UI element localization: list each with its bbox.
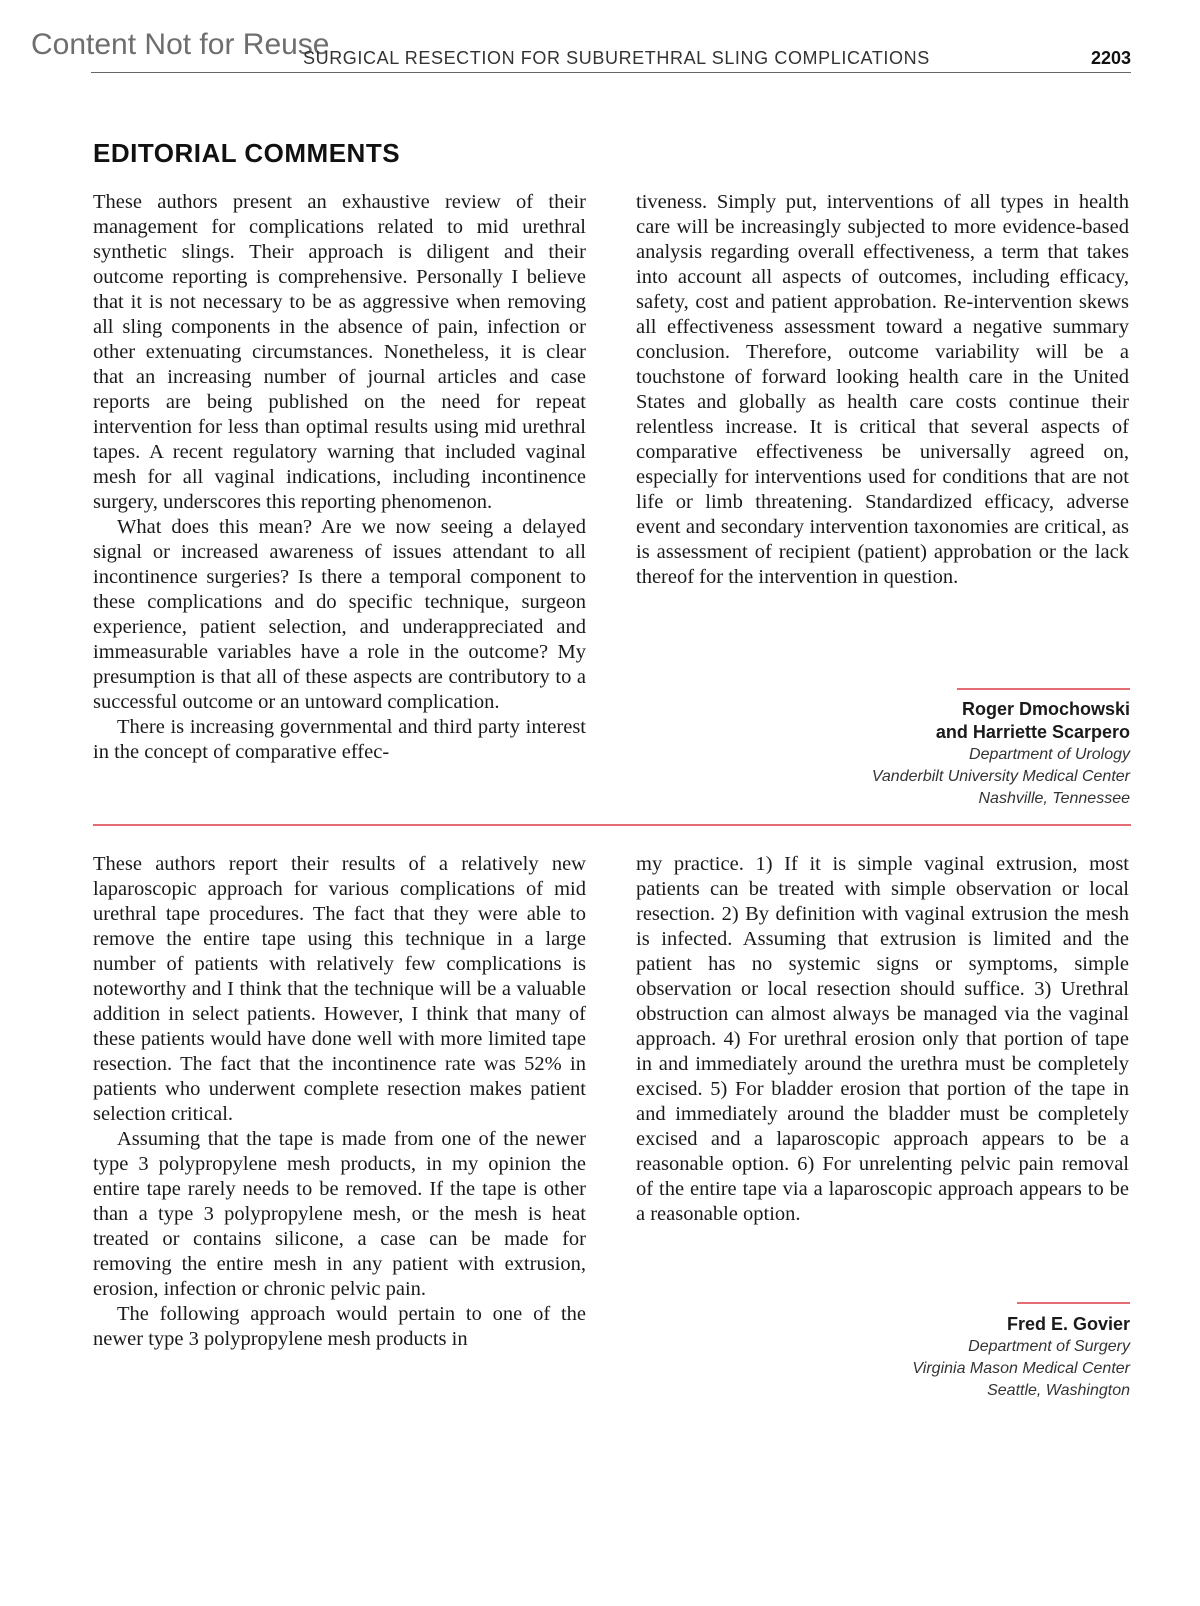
author-institution: Vanderbilt University Medical Center	[871, 768, 1130, 785]
running-title: SURGICAL RESECTION FOR SUBURETHRAL SLING COMPLICATIONS	[303, 48, 930, 68]
comment1-column-left	[93, 190, 586, 765]
signature-rule	[957, 688, 1130, 690]
comment1-paragraph: What does this mean? Are we now seeing a delayed signal or increased awareness of issues attendant to all incontinence surgeries? Is there a temporal component to these complications and do specific technique, surgeon experience, patient selection, and underappreciated and immeasurable variables have a role in the outcome? My presumption is that all of these aspects are contributory to a successful outcome or an untoward complication.	[93, 516, 586, 713]
section-heading: EDITORIAL COMMENTS	[93, 138, 401, 168]
page-number: 2203	[1090, 48, 1131, 68]
comment1-paragraph-continuation: tiveness. Simply put, interventions of all types in health care will be increasingly subjected to more evidence-based analysis regarding overall effectiveness, a term that takes into account all aspects of outcomes, including efficacy, safety, cost and patient approbation. Re-intervention skews all effectiveness assessment toward a negative summary conclusion. Therefore, outcome variability will be a touchstone of forward looking health care in the United States and globally as health care costs continue their relentless increase. It is critical that several aspects of comparative effectiveness be universally agreed on, especially for interventions used for conditions that are not life or limb threatening. Standardized efficacy, adverse event and secondary intervention taxonomies are critical, as is assessment of recipient (patient) approbation or the lack thereof for the intervention in question.	[636, 191, 1129, 588]
comment1-paragraph-continued: There is increasing governmental and third party interest in the concept of comparative effec-	[93, 716, 586, 763]
comment1-column-right	[636, 190, 1129, 590]
comment1-signature	[872, 698, 1130, 810]
author-name: Fred E. Govier	[1006, 1314, 1130, 1334]
comment2-paragraph-continued: The following approach would pertain to one of the newer type 3 polypropylene mesh products in	[93, 1303, 586, 1350]
comment2-column-right	[636, 852, 1129, 1227]
author-institution: Virginia Mason Medical Center	[912, 1360, 1130, 1377]
author-name: and Harriette Scarpero	[935, 722, 1130, 742]
comment2-paragraph-continuation: my practice. 1) If it is simple vaginal extrusion, most patients can be treated with simple observation or local resection. 2) By definition with vaginal extrusion the mesh is infected. Assuming that extrusion is limited and the patient has no systemic signs or symptoms, simple observation or local resection should suffice. 3) Urethral obstruction can almost always be managed via the vaginal approach. 4) For urethral erosion only that portion of tape in and immediately around the urethra must be completely excised. 5) For bladder erosion that portion of the tape in and immediately around the bladder must be completely excised and a laparoscopic approach appears to be a reasonable option. 6) For unrelenting pelvic pain removal of the entire tape via a laparoscopic approach appears to be a reasonable option.	[636, 853, 1129, 1225]
watermark: Content Not for Reuse	[31, 28, 330, 61]
author-location: Nashville, Tennessee	[978, 790, 1130, 807]
header-rule	[91, 72, 1131, 73]
author-location: Seattle, Washington	[987, 1382, 1130, 1399]
comment2-paragraph: Assuming that the tape is made from one of the newer type 3 polypropylene mesh products, in my opinion the entire tape rarely needs to be removed. If the tape is other than a type 3 polypropylene mesh, or the mesh is heat treated or contains silicone, a case can be made for removing the entire mesh in any patient with extrusion, erosion, infection or chronic pelvic pain.	[93, 1128, 586, 1300]
comment2-column-left	[93, 852, 586, 1352]
signature-rule	[1017, 1302, 1130, 1304]
comment1-paragraph: These authors present an exhaustive review of their management for complications related to mid urethral synthetic slings. Their approach is diligent and their outcome reporting is comprehensive. Personally I believe that it is not necessary to be as aggressive when removing all sling components in the absence of pain, infection or other extenuating circumstances. Nonetheless, it is clear that an increasing number of journal articles and case reports are being published on the need for repeat intervention for less than optimal results using mid urethral tapes. A recent regulatory warning that included vaginal mesh for all vaginal indications, including incontinence surgery, underscores this reporting phenomenon.	[93, 191, 586, 513]
comment-separator-rule	[93, 824, 1131, 826]
author-name: Roger Dmochowski	[961, 699, 1130, 719]
author-department: Department of Surgery	[968, 1338, 1130, 1355]
comment2-signature	[912, 1313, 1130, 1402]
author-department: Department of Urology	[969, 746, 1130, 763]
comment2-paragraph: These authors report their results of a relatively new laparoscopic approach for various complications of mid urethral tape procedures. The fact that they were able to remove the entire tape using this technique in a large number of patients with relatively few complications is noteworthy and I think that the technique will be a valuable addition in select patients. However, I think that many of these patients would have done well with more limited tape resection. The fact that the incontinence rate was 52% in patients who underwent complete resection makes patient selection critical.	[93, 853, 586, 1125]
